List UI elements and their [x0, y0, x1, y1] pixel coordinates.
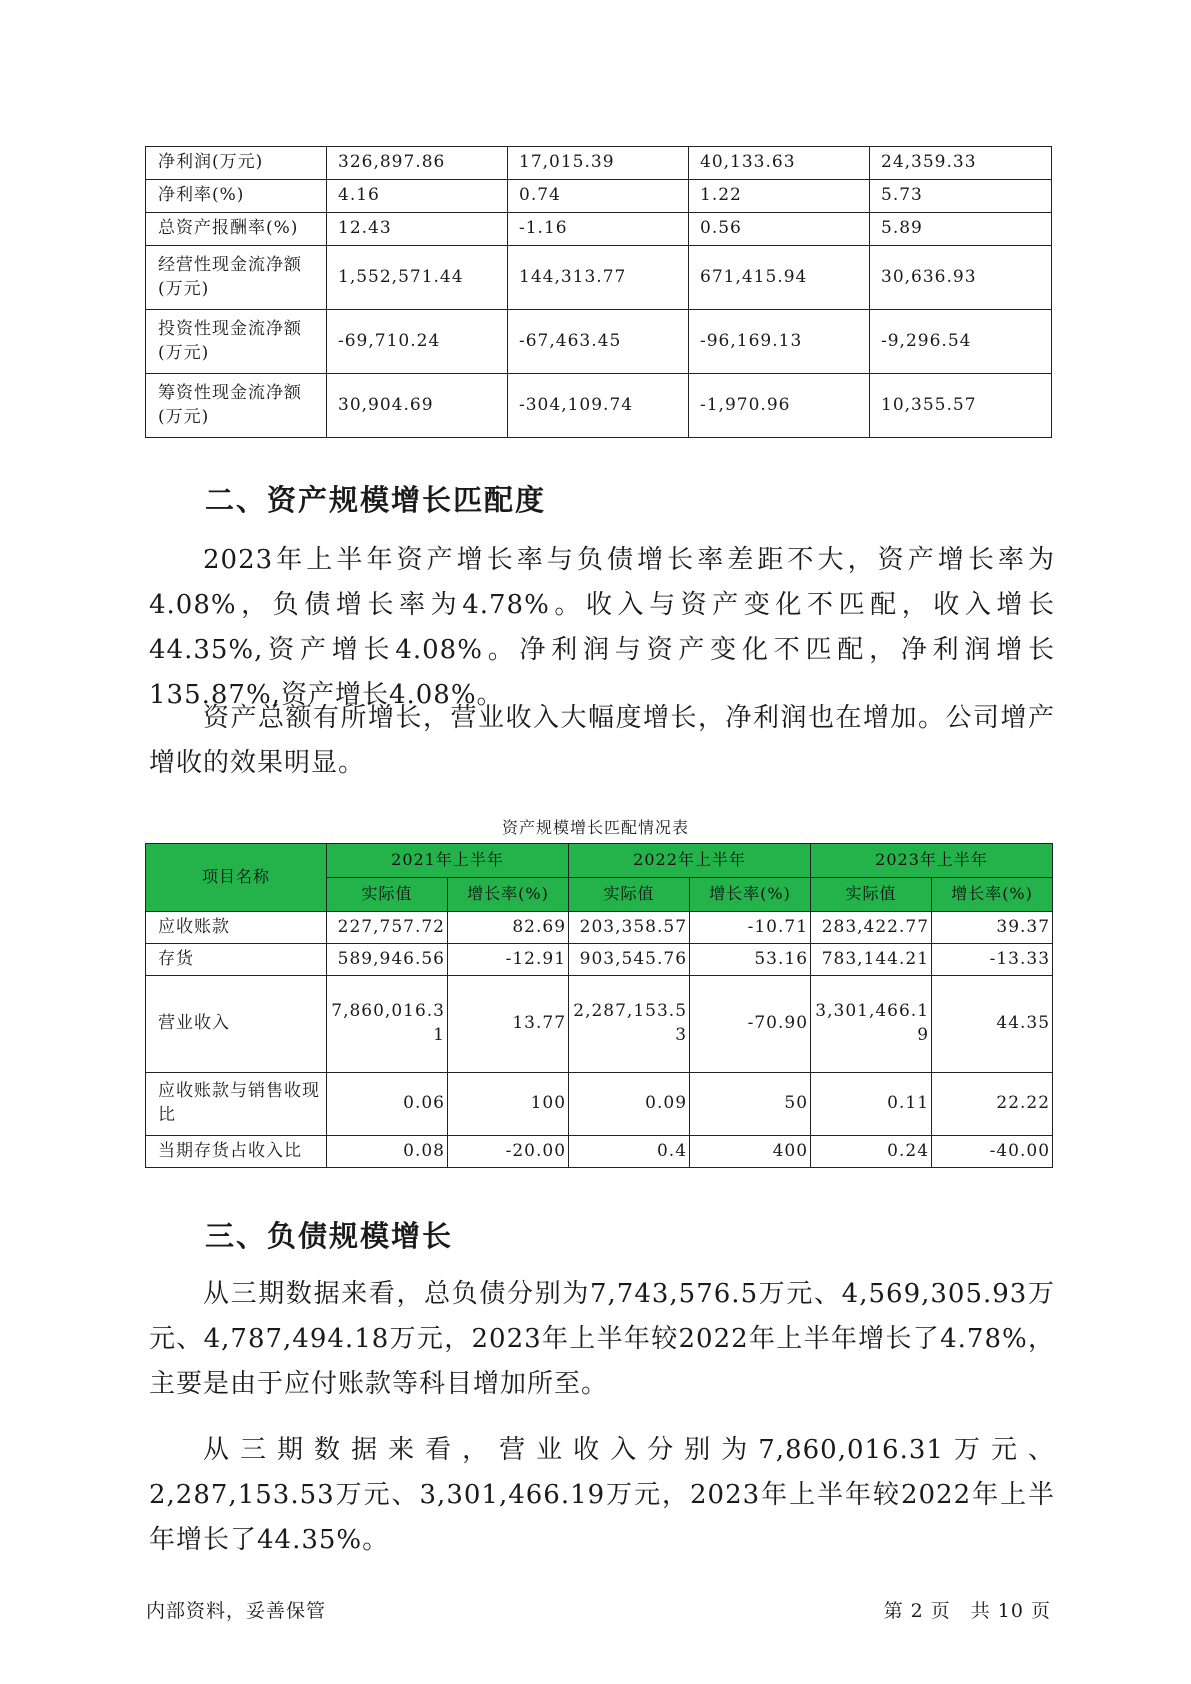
- cell-value: 0.11: [811, 1073, 932, 1136]
- header-period: 2022年上半年: [569, 844, 811, 878]
- cell-value: 22.22: [932, 1073, 1053, 1136]
- cell-value: 0.56: [689, 213, 870, 246]
- footer-page-number: 第 2 页 共 10 页: [883, 1600, 1051, 1622]
- cell-value: 12.43: [327, 213, 508, 246]
- cell-value: -67,463.45: [508, 310, 689, 374]
- cell-value: 39.37: [932, 912, 1053, 944]
- cell-value: 144,313.77: [508, 246, 689, 310]
- cell-value: 5.89: [870, 213, 1052, 246]
- cell-value: 783,144.21: [811, 944, 932, 976]
- asset-growth-match-table: [145, 843, 1053, 1168]
- row-label: 存货: [146, 944, 327, 976]
- paragraph: 2023年上半年资产增长率与负债增长率差距不大，资产增长率为4.08%，负债增长率为4.78%。收入与资产变化不匹配，收入增长44.35%,资产增长4.08%。净利润与资产变化不匹配，净利润增长135.87%,资产增长4.08%。: [149, 545, 1055, 710]
- row-label: 营业收入: [146, 976, 327, 1073]
- row-label: 经营性现金流净额(万元): [146, 246, 327, 310]
- header-actual: 实际值: [327, 878, 448, 912]
- cell-value: -13.33: [932, 944, 1053, 976]
- cell-value: 0.09: [569, 1073, 690, 1136]
- row-label: 总资产报酬率(%): [146, 213, 327, 246]
- row-label: 投资性现金流净额(万元): [146, 310, 327, 374]
- table-row: [146, 180, 1052, 213]
- cell-value: 1,552,571.44: [327, 246, 508, 310]
- table-row: [146, 912, 1053, 944]
- cell-value: 227,757.72: [327, 912, 448, 944]
- financial-indicators-table: [145, 146, 1052, 438]
- cell-value: 0.06: [327, 1073, 448, 1136]
- cell-value: 1.22: [689, 180, 870, 213]
- cell-value: -1,970.96: [689, 374, 870, 438]
- cell-value: 24,359.33: [870, 147, 1052, 180]
- table-row: [146, 374, 1052, 438]
- table-row: [146, 976, 1053, 1073]
- row-label: 应收账款: [146, 912, 327, 944]
- table-row: [146, 147, 1052, 180]
- paragraph: 从三期数据来看，总负债分别为7,743,576.5万元、4,569,305.93万元、4,787,494.18万元，2023年上半年较2022年上半年增长了4.78%，主要是由于应付账款等科目增加所至。: [149, 1279, 1055, 1399]
- cell-value: 10,355.57: [870, 374, 1052, 438]
- cell-value: -1.16: [508, 213, 689, 246]
- cell-value: 7,860,016.31: [327, 976, 448, 1073]
- cell-value: 0.74: [508, 180, 689, 213]
- header-item-name: 项目名称: [146, 844, 327, 912]
- cell-value: -96,169.13: [689, 310, 870, 374]
- cell-value: 903,545.76: [569, 944, 690, 976]
- cell-value: 400: [690, 1136, 811, 1168]
- cell-value: -304,109.74: [508, 374, 689, 438]
- header-period: 2021年上半年: [327, 844, 569, 878]
- paragraph: 从三期数据来看，营业收入分别为7,860,016.31万元、2,287,153.53万元、3,301,466.19万元，2023年上半年较2022年上半年增长了44.35%。: [149, 1435, 1055, 1555]
- table-header-row: [146, 844, 1053, 878]
- cell-value: 671,415.94: [689, 246, 870, 310]
- cell-value: 30,904.69: [327, 374, 508, 438]
- header-growth: 增长率(%): [448, 878, 569, 912]
- row-label: 净利润(万元): [146, 147, 327, 180]
- header-actual: 实际值: [569, 878, 690, 912]
- cell-value: 82.69: [448, 912, 569, 944]
- cell-value: 50: [690, 1073, 811, 1136]
- table-row: [146, 310, 1052, 374]
- cell-value: 0.08: [327, 1136, 448, 1168]
- cell-value: 17,015.39: [508, 147, 689, 180]
- cell-value: 44.35: [932, 976, 1053, 1073]
- footer-confidential-note: 内部资料，妥善保管: [146, 1600, 327, 1622]
- cell-value: -10.71: [690, 912, 811, 944]
- cell-value: -70.90: [690, 976, 811, 1073]
- header-period: 2023年上半年: [811, 844, 1053, 878]
- cell-value: -12.91: [448, 944, 569, 976]
- section-heading-liability-growth: 三、负债规模增长: [205, 1219, 454, 1253]
- cell-value: 53.16: [690, 944, 811, 976]
- paragraph: 资产总额有所增长，营业收入大幅度增长，净利润也在增加。公司增产增收的效果明显。: [149, 703, 1055, 778]
- cell-value: 589,946.56: [327, 944, 448, 976]
- cell-value: 13.77: [448, 976, 569, 1073]
- cell-value: -69,710.24: [327, 310, 508, 374]
- table-caption: 资产规模增长匹配情况表: [501, 818, 689, 837]
- table-row: [146, 246, 1052, 310]
- header-growth: 增长率(%): [932, 878, 1053, 912]
- cell-value: 0.24: [811, 1136, 932, 1168]
- cell-value: 40,133.63: [689, 147, 870, 180]
- cell-value: 326,897.86: [327, 147, 508, 180]
- row-label: 当期存货占收入比: [146, 1136, 327, 1168]
- header-growth: 增长率(%): [690, 878, 811, 912]
- row-label: 净利率(%): [146, 180, 327, 213]
- table-row: [146, 1136, 1053, 1168]
- cell-value: 283,422.77: [811, 912, 932, 944]
- header-actual: 实际值: [811, 878, 932, 912]
- row-label: 应收账款与销售收现比: [146, 1073, 327, 1136]
- table-row: [146, 213, 1052, 246]
- section-heading-asset-growth: 二、资产规模增长匹配度: [205, 483, 547, 517]
- cell-value: 2,287,153.53: [569, 976, 690, 1073]
- cell-value: -20.00: [448, 1136, 569, 1168]
- table-row: [146, 1073, 1053, 1136]
- cell-value: 203,358.57: [569, 912, 690, 944]
- cell-value: 30,636.93: [870, 246, 1052, 310]
- cell-value: 100: [448, 1073, 569, 1136]
- cell-value: 3,301,466.19: [811, 976, 932, 1073]
- table-row: [146, 944, 1053, 976]
- cell-value: 5.73: [870, 180, 1052, 213]
- cell-value: -9,296.54: [870, 310, 1052, 374]
- cell-value: 4.16: [327, 180, 508, 213]
- row-label: 筹资性现金流净额(万元): [146, 374, 327, 438]
- cell-value: 0.4: [569, 1136, 690, 1168]
- cell-value: -40.00: [932, 1136, 1053, 1168]
